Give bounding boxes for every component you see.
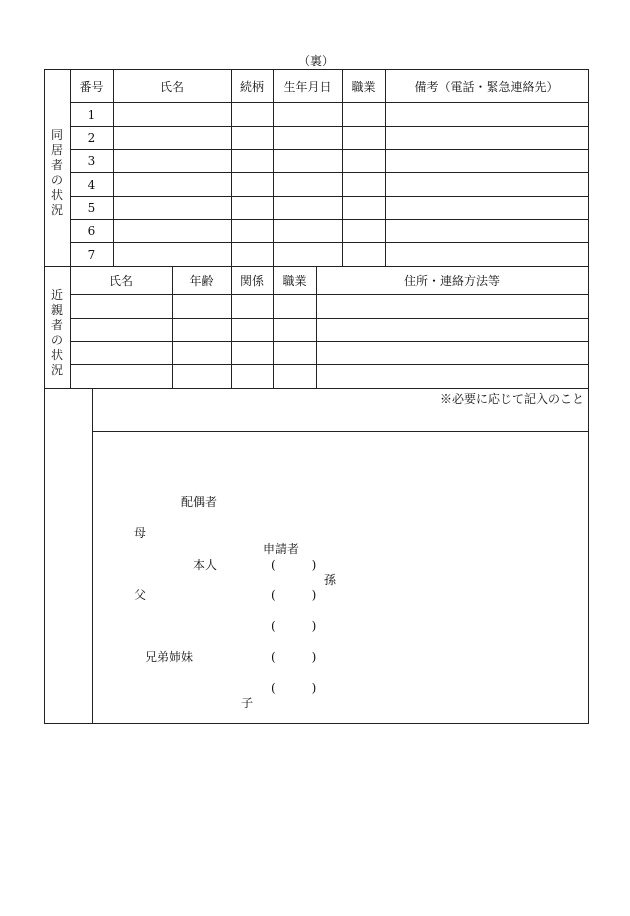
header-occupation: 職業 [351, 79, 376, 94]
label-siblings: 兄弟姉妹 [145, 650, 194, 664]
label-father: 父 [134, 588, 147, 602]
paren-5: ( ) [271, 681, 317, 695]
paren-4: ( ) [271, 650, 317, 664]
row-number: 6 [87, 224, 96, 238]
fill-in-note: ※必要に応じて記入のこと [440, 392, 585, 406]
header-relation: 続柄 [239, 79, 264, 94]
row-number: 3 [87, 154, 96, 168]
household-side-label: 同 居 者 の 状 況 [50, 128, 63, 217]
label-applicant: 申請者 [263, 542, 300, 556]
paren-2: ( ) [271, 588, 317, 602]
label-self: 本人 [193, 558, 218, 572]
label-grandchild: 孫 [324, 573, 337, 587]
label-child: 子 [241, 696, 254, 710]
paren-3: ( ) [271, 619, 317, 633]
relatives-side-label: 近 親 者 の 状 況 [50, 288, 63, 377]
header-remarks: 備考（電話・緊急連絡先） [414, 79, 559, 94]
row-number: 2 [87, 131, 96, 145]
row-number: 4 [87, 177, 96, 192]
rel-header-address: 住所・連絡方法等 [403, 274, 500, 288]
label-spouse: 配偶者 [181, 495, 218, 509]
rel-header-age: 年齢 [189, 274, 214, 288]
rel-header-relation: 関係 [239, 274, 264, 288]
header-name: 氏名 [159, 79, 184, 94]
rel-header-occupation: 職業 [282, 274, 307, 288]
label-mother: 母 [134, 526, 147, 540]
rel-header-name: 氏名 [108, 274, 133, 288]
page-title: （裏） [298, 54, 335, 68]
row-number: 7 [87, 247, 96, 262]
header-number: 番号 [79, 79, 104, 94]
row-number: 5 [87, 201, 96, 215]
paren-1: ( ) [271, 558, 317, 572]
header-birthdate: 生年月日 [283, 79, 332, 94]
row-number: 1 [87, 107, 96, 122]
